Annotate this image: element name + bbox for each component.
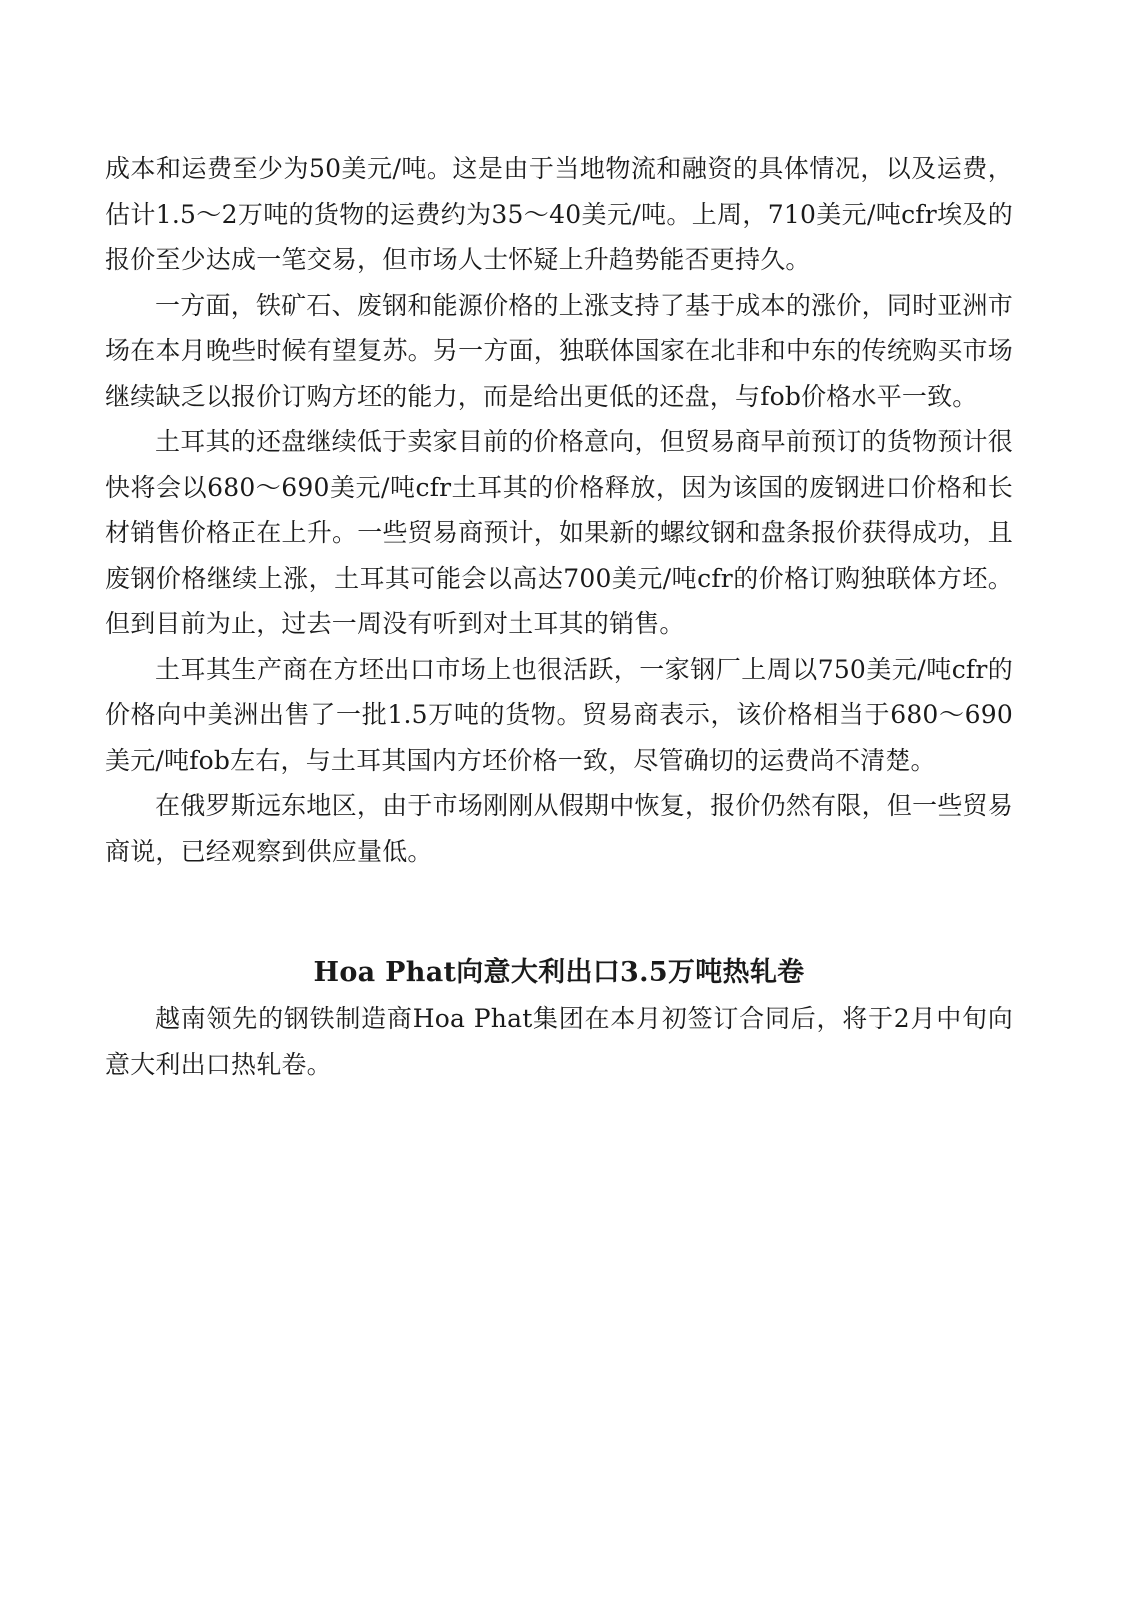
section-heading: Hoa Phat向意大利出口3.5万吨热轧卷: [313, 957, 805, 988]
article-body: [105, 146, 1013, 1087]
paragraph-russia-far-east: 在俄罗斯远东地区，由于市场刚刚从假期中恢复，报价仍然有限，但一些贸易商说，已经观察到供应量低。: [105, 791, 1013, 866]
paragraph-continuation: 成本和运费至少为50美元/吨。这是由于当地物流和融资的具体情况，以及运费，估计1.5～2万吨的货物的运费约为35～40美元/吨。上周，710美元/吨cfr埃及的报价至少达成一笔交易，但市场人士怀疑上升趋势能否更持久。: [105, 154, 1013, 274]
paragraph-turkey-producers: 土耳其生产商在方坯出口市场上也很活跃，一家钢厂上周以750美元/吨cfr的价格向中美洲出售了一批1.5万吨的货物。贸易商表示，该价格相当于680～690美元/吨fob左右，与土耳其国内方坯价格一致，尽管确切的运费尚不清楚。: [105, 654, 1013, 775]
paragraph-cost-support: 一方面，铁矿石、废钢和能源价格的上涨支持了基于成本的涨价，同时亚洲市场在本月晚些时候有望复苏。另一方面，独联体国家在北非和中东的传统购买市场继续缺乏以报价订购方坯的能力，而是给出更低的还盘，与fob价格水平一致。: [105, 290, 1013, 411]
paragraph-turkey-counterbids: 土耳其的还盘继续低于卖家目前的价格意向，但贸易商早前预订的货物预计很快将会以680～690美元/吨cfr土耳其的价格释放，因为该国的废钢进口价格和长材销售价格正在上升。一些贸易商预计，如果新的螺纹钢和盘条报价获得成功，且废钢价格继续上涨，土耳其可能会以高达700美元/吨cfr的价格订购独联体方坯。但到目前为止，过去一周没有听到对土耳其的销售。: [105, 427, 1013, 638]
section-paragraph: 越南领先的钢铁制造商Hoa Phat集团在本月初签订合同后，将于2月中旬向意大利出口热轧卷。: [105, 1004, 1013, 1079]
